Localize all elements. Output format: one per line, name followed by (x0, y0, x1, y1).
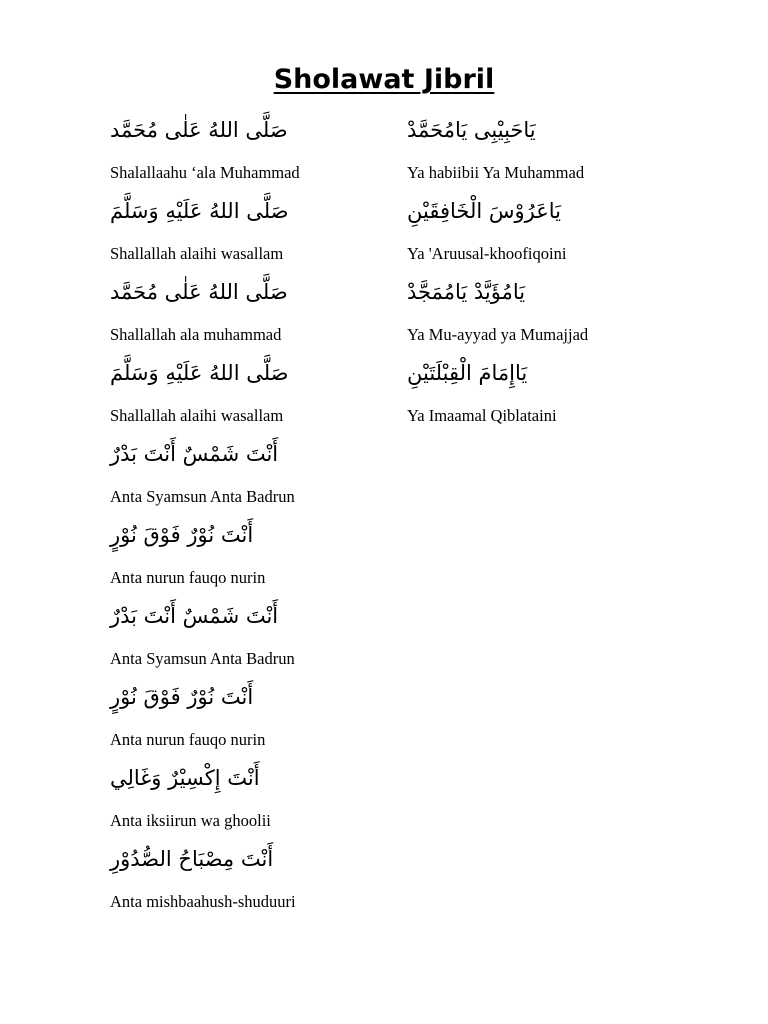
verse (110, 432, 390, 513)
arabic-line: يَاإِمَامَ الْقِبْلَتَيْنِ (407, 361, 528, 385)
arabic-line: أَنْتَ نُوْرٌ فَوْقَ نُوْرٍ (110, 523, 254, 547)
transliteration-line: Ya habiibii Ya Muhammad (407, 163, 585, 182)
arabic-line: يَاحَبِيْبِى يَامُحَمَّدْ (407, 118, 536, 142)
left-column (110, 108, 390, 918)
arabic-line: يَاعَرُوْسَ الْخَافِقَيْنِ (407, 199, 561, 223)
transliteration-line: Ya Mu-ayyad ya Mumajjad (407, 325, 589, 344)
transliteration-line: Anta Syamsun Anta Badrun (110, 649, 295, 668)
arabic-line: أَنْتَ نُوْرٌ فَوْقَ نُوْرٍ (110, 685, 254, 709)
transliteration-line: Anta Syamsun Anta Badrun (110, 487, 295, 506)
verse (407, 351, 727, 432)
arabic-line: أَنْتَ مِصْبَاحُ الصُّدُوْرِ (110, 847, 274, 871)
verse (110, 594, 390, 675)
arabic-line: صَلَّى اللهُ عَلٰى مُحَمَّد (110, 280, 288, 304)
arabic-line: أَنْتَ إِكْسِيْرٌ وَغَالِي (110, 766, 260, 790)
arabic-line: صَلَّى اللهُ عَلَيْهِ وَسَلَّمَ (110, 199, 289, 223)
verse (407, 270, 727, 351)
transliteration-line: Shallallah alaihi wasallam (110, 406, 284, 425)
transliteration-line: Anta iksiirun wa ghoolii (110, 811, 271, 830)
arabic-line: صَلَّى اللهُ عَلٰى مُحَمَّد (110, 118, 288, 142)
verse (110, 189, 390, 270)
transliteration-line: Ya Imaamal Qiblataini (407, 406, 557, 425)
arabic-line: صَلَّى اللهُ عَلَيْهِ وَسَلَّمَ (110, 361, 289, 385)
transliteration-line: Anta nurun fauqo nurin (110, 568, 266, 587)
verse (407, 189, 727, 270)
arabic-line: يَامُؤَيَّدْ يَامُمَجَّدْ (407, 280, 526, 304)
page-title: Sholawat Jibril (273, 64, 495, 95)
verse (110, 351, 390, 432)
transliteration-line: Anta nurun fauqo nurin (110, 730, 266, 749)
verse (407, 108, 727, 189)
transliteration-line: Shalallaahu ‘ala Muhammad (110, 163, 300, 182)
verse (110, 513, 390, 594)
right-column (407, 108, 727, 432)
verse (110, 756, 390, 837)
verse (110, 270, 390, 351)
arabic-line: أَنْتَ شَمْسٌ أَنْتَ بَدْرٌ (110, 442, 279, 466)
verse (110, 837, 390, 918)
transliteration-line: Ya 'Aruusal-khoofiqoini (407, 244, 567, 263)
verse (110, 108, 390, 189)
verse (110, 675, 390, 756)
transliteration-line: Shallallah ala muhammad (110, 325, 282, 344)
transliteration-line: Shallallah alaihi wasallam (110, 244, 284, 263)
arabic-line: أَنْتَ شَمْسٌ أَنْتَ بَدْرٌ (110, 604, 279, 628)
transliteration-line: Anta mishbaahush-shuduuri (110, 892, 296, 911)
